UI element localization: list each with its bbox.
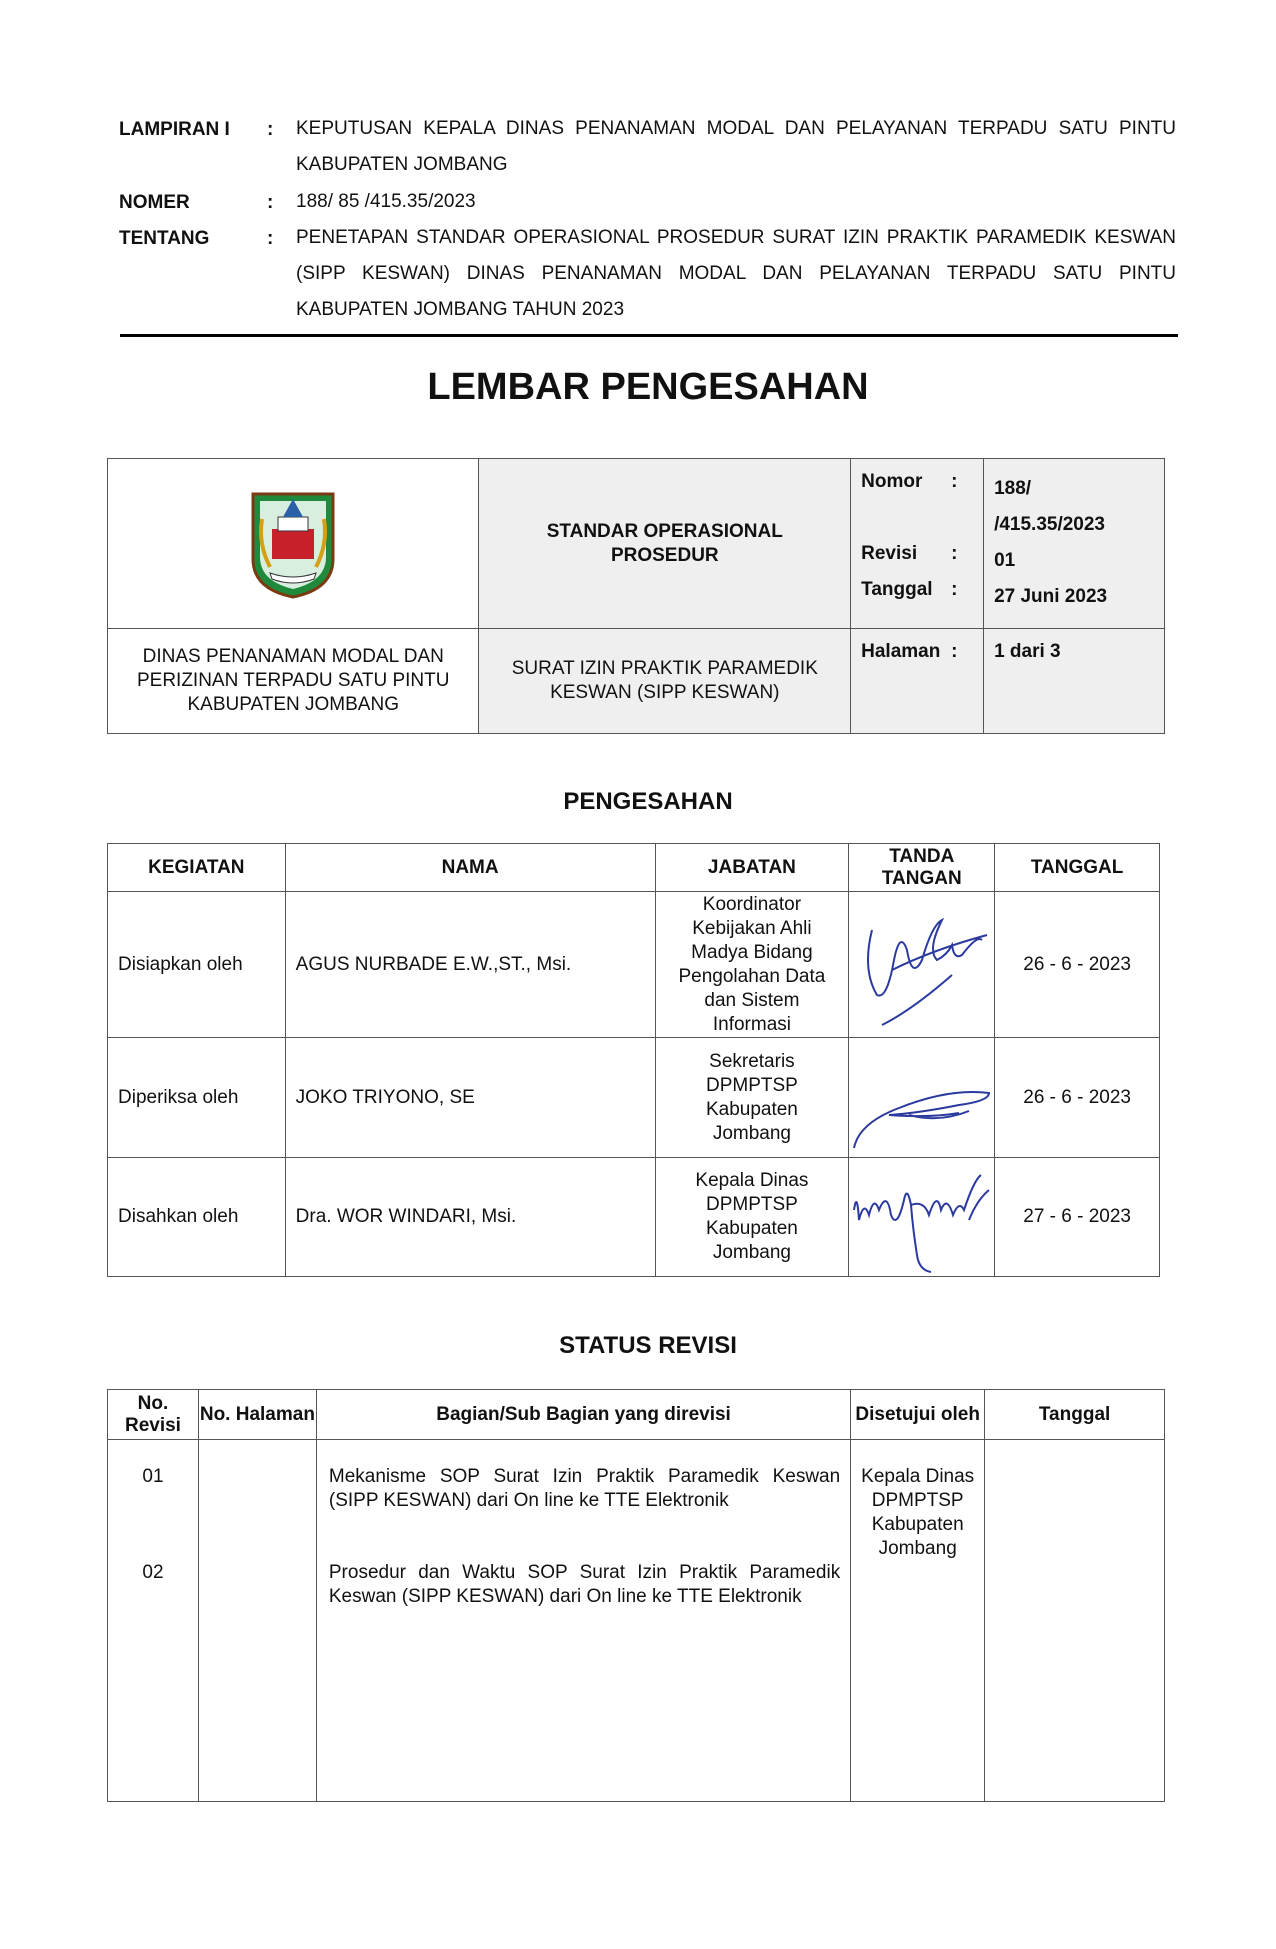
header-bagian: Bagian/Sub Bagian yang direvisi — [316, 1390, 850, 1440]
kegiatan-cell: Diperiksa oleh — [108, 1038, 286, 1158]
tanggal-cell: 26 - 6 - 2023 — [995, 1038, 1160, 1158]
nomer-colon: : — [267, 192, 274, 213]
tentang-label: TENTANG — [119, 228, 210, 249]
tanggal-revisi-cell — [985, 1440, 1165, 1802]
jombang-emblem-icon — [248, 489, 338, 599]
agency-name: DINAS PENANAMAN MODAL DAN PERIZINAN TERPADU SATU PINTU KABUPATEN JOMBANG — [108, 629, 479, 734]
sop-info-table — [107, 458, 1165, 734]
tentang-colon: : — [267, 228, 274, 249]
revisi-desc-01: Mekanisme SOP Surat Izin Praktik Paramedik Keswan (SIPP KESWAN) dari On line ke TTE Elektronik — [328, 1466, 841, 1511]
header-no-halaman: No. Halaman — [198, 1390, 316, 1440]
tanggal-cell: 27 - 6 - 2023 — [995, 1158, 1160, 1277]
tanggal-cell: 26 - 6 - 2023 — [995, 892, 1160, 1038]
nomor-value: 188/ /415.35/2023 — [994, 478, 1106, 535]
status-revisi-table — [107, 1389, 1165, 1802]
disetujui-cell: Kepala Dinas DPMPTSP Kabupaten Jombang — [851, 1440, 985, 1802]
header-tanggal-revisi: Tanggal — [985, 1390, 1165, 1440]
pengesahan-table — [107, 843, 1160, 1277]
tanggal-colon: : — [951, 579, 958, 600]
header-tanggal: TANGGAL — [995, 844, 1160, 892]
jabatan-cell: Koordinator Kebijakan Ahli Madya Bidang Pengolahan Data dan Sistem Informasi — [655, 892, 849, 1038]
revisi-colon: : — [951, 543, 958, 564]
lampiran-colon: : — [267, 119, 274, 140]
kegiatan-cell: Disiapkan oleh — [108, 892, 286, 1038]
tanggal-value: 27 Juni 2023 — [994, 586, 1108, 607]
nama-cell: Dra. WOR WINDARI, Msi. — [285, 1158, 655, 1277]
nomer-label: NOMER — [119, 192, 190, 213]
jabatan-cell: Sekretaris DPMPTSP Kabupaten Jombang — [655, 1038, 849, 1158]
halaman-colon: : — [951, 641, 958, 662]
lampiran-value: KEPUTUSAN KEPALA DINAS PENANAMAN MODAL DAN PELAYANAN TERPADU SATU PINTU KABUPATEN JOMBANG — [296, 118, 1176, 175]
kegiatan-cell: Disahkan oleh — [108, 1158, 286, 1277]
bagian-cell — [316, 1440, 850, 1802]
nama-cell: JOKO TRIYONO, SE — [285, 1038, 655, 1158]
signature-agus-icon — [852, 900, 992, 1030]
signature-wor-icon — [849, 1160, 994, 1275]
tanggal-label: Tanggal — [861, 579, 933, 600]
meta-labels — [851, 459, 984, 629]
jabatan-cell: Kepala Dinas DPMPTSP Kabupaten Jombang — [655, 1158, 849, 1277]
halaman-value: 1 dari 3 — [984, 629, 1165, 734]
emblem-cell — [108, 459, 479, 629]
halaman-label-cell — [851, 629, 984, 734]
header-disetujui: Disetujui oleh — [851, 1390, 985, 1440]
header-no-revisi: No. Revisi — [108, 1390, 199, 1440]
table-row — [108, 892, 1160, 1038]
signature-cell — [849, 892, 995, 1038]
meta-values — [984, 459, 1165, 629]
nama-cell: AGUS NURBADE E.W.,ST., Msi. — [285, 892, 655, 1038]
no-revisi-cell — [108, 1440, 199, 1802]
revisi-no-01: 01 — [142, 1466, 164, 1487]
table-row — [108, 1158, 1160, 1277]
service-name: SURAT IZIN PRAKTIK PARAMEDIK KESWAN (SIPP KESWAN) — [479, 629, 851, 734]
halaman-label: Halaman — [861, 641, 941, 662]
header-nama: NAMA — [285, 844, 655, 892]
page-title: LEMBAR PENGESAHAN — [427, 366, 869, 408]
signature-cell — [849, 1158, 995, 1277]
header-divider — [120, 334, 1178, 337]
tentang-value: PENETAPAN STANDAR OPERASIONAL PROSEDUR SURAT IZIN PRAKTIK PARAMEDIK KESWAN (SIPP KESWAN) DINAS PENANAMAN MODAL DAN PELAYANAN TERPADU SATU PINTU KABUPATEN JOMBANG TAHUN 2023 — [296, 227, 1176, 320]
header-tanda-tangan: TANDA TANGAN — [849, 844, 995, 892]
header-jabatan: JABATAN — [655, 844, 849, 892]
revisi-label: Revisi — [861, 543, 918, 564]
table-row — [108, 1038, 1160, 1158]
header-kegiatan: KEGIATAN — [108, 844, 286, 892]
signature-joko-icon — [849, 1043, 994, 1153]
pengesahan-title: PENGESAHAN — [563, 788, 733, 815]
nomor-label: Nomor — [861, 471, 923, 492]
nomer-value: 188/ 85 /415.35/2023 — [296, 191, 476, 212]
status-revisi-title: STATUS REVISI — [559, 1332, 737, 1359]
sop-title: STANDAR OPERASIONAL PROSEDUR — [479, 459, 851, 629]
lampiran-label: LAMPIRAN I — [119, 119, 230, 140]
revisi-value: 01 — [994, 550, 1016, 571]
no-halaman-cell — [198, 1440, 316, 1802]
revisi-desc-02: Prosedur dan Waktu SOP Surat Izin Praktik Paramedik Keswan (SIPP KESWAN) dari On line ke TTE Elektronik — [328, 1562, 841, 1607]
revisi-no-02: 02 — [142, 1562, 164, 1583]
signature-cell — [849, 1038, 995, 1158]
nomor-colon: : — [951, 471, 958, 492]
